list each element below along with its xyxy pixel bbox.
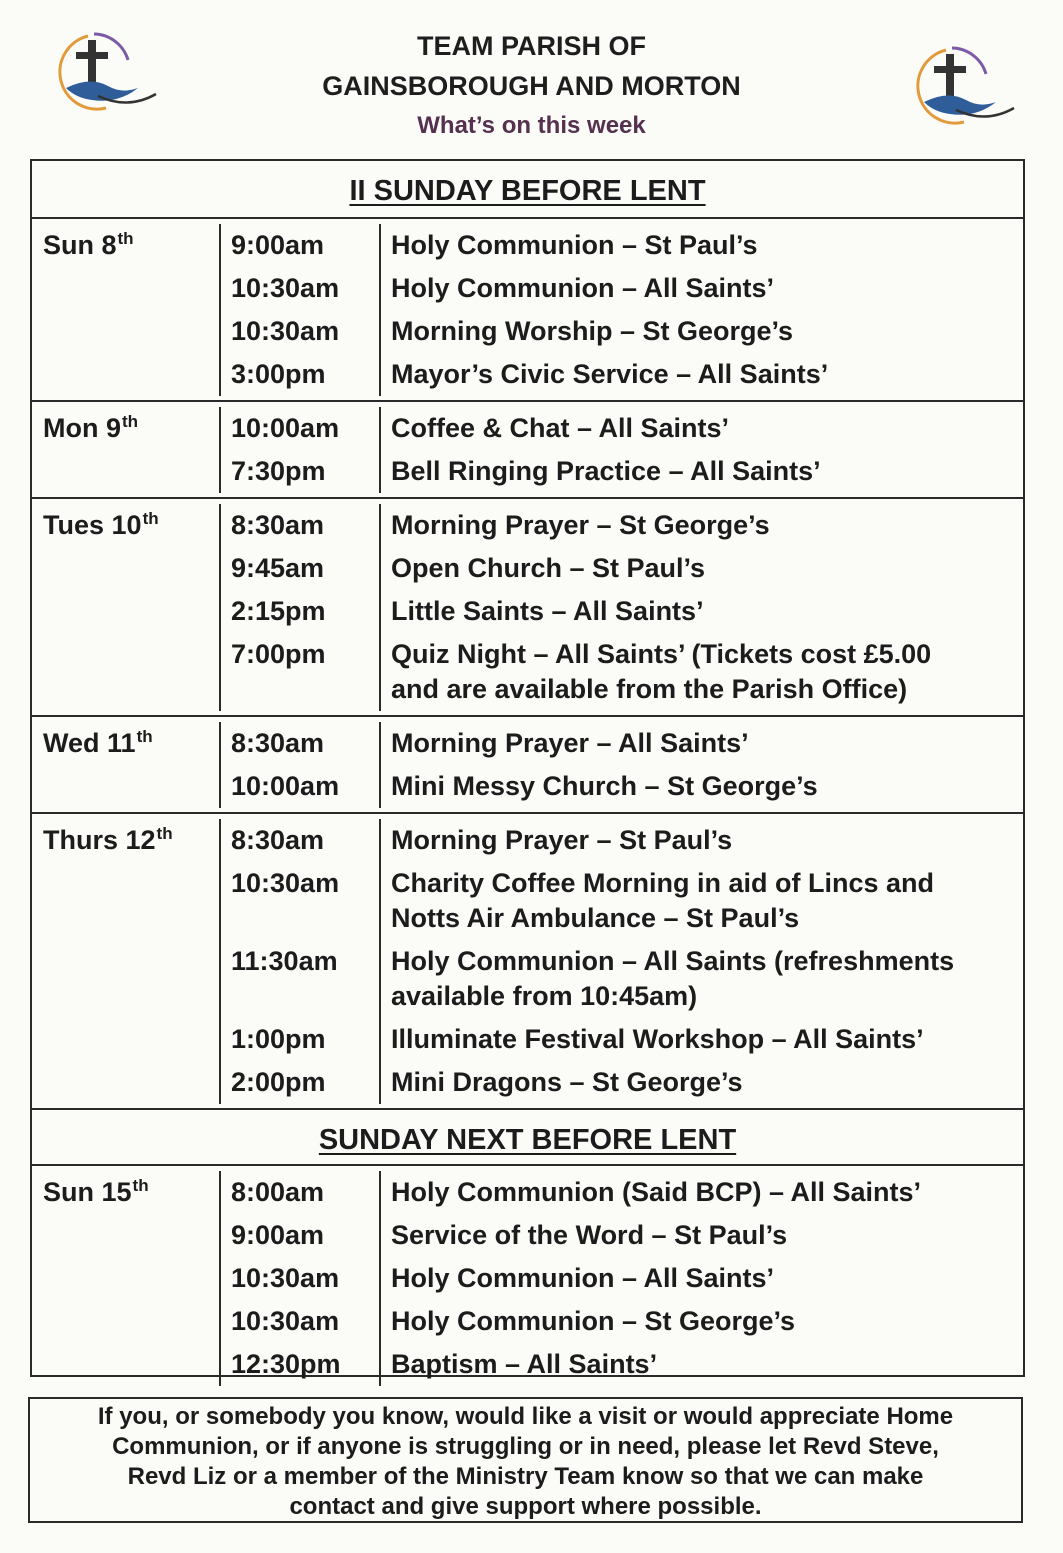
page-header (0, 26, 1063, 146)
event-cell-multiline: Quiz Night – All Saints’ (Tickets cost £5.00 and are available from the Parish Office) (391, 639, 932, 704)
time-cell: 9:00am (231, 230, 325, 260)
day-label: Sun 15th (43, 1176, 149, 1207)
event-cell: Holy Communion – St Paul’s (391, 230, 758, 260)
time-column (219, 224, 381, 396)
event-cell: Bell Ringing Practice – All Saints’ (391, 456, 821, 486)
notice-line: Revd Liz or a member of the Ministry Team know so that we can make (127, 1463, 924, 1490)
notice-line: Communion, or if anyone is struggling or in need, please let Revd Steve, (112, 1433, 939, 1460)
time-cell: 8:30am (231, 728, 325, 758)
header-title-line-1: TEAM PARISH OF (417, 31, 646, 61)
day-label: Mon 9th (43, 412, 139, 443)
notice-line: contact and give support where possible. (289, 1493, 762, 1520)
time-cell: 3:00pm (231, 359, 326, 389)
time-cell: 2:00pm (231, 1067, 326, 1097)
time-cell: 10:30am (231, 1263, 340, 1293)
event-cell: Morning Worship – St George’s (391, 316, 794, 346)
time-cell: 1:00pm (231, 1024, 326, 1054)
event-cell: Morning Prayer – All Saints’ (391, 728, 749, 758)
event-column (381, 504, 1023, 711)
time-column (219, 1171, 381, 1386)
time-column (219, 819, 381, 1104)
day-row-thurs-12 (32, 814, 1023, 1108)
time-cell: 7:00pm (231, 639, 326, 669)
event-cell: Holy Communion – All Saints’ (391, 273, 775, 303)
header-subtitle: What’s on this week (417, 112, 646, 139)
time-cell: 8:30am (231, 825, 325, 855)
event-cell-multiline: Charity Coffee Morning in aid of Lincs and Notts Air Ambulance – St Paul’s (391, 868, 935, 933)
time-column (219, 504, 381, 711)
event-cell: Service of the Word – St Paul’s (391, 1220, 788, 1250)
notice-line: If you, or somebody you know, would like a visit or would appreciate Home (97, 1403, 954, 1430)
time-column (219, 407, 381, 493)
day-label: Thurs 12th (43, 824, 173, 855)
time-cell: 10:30am (231, 273, 340, 303)
event-cell: Illuminate Festival Workshop – All Saints’ (391, 1024, 924, 1054)
event-cell: Morning Prayer – St Paul’s (391, 825, 733, 855)
day-row-sun-15 (32, 1166, 1023, 1390)
time-cell: 9:45am (231, 553, 325, 583)
event-column (381, 407, 1023, 493)
event-cell: Holy Communion – All Saints’ (391, 1263, 775, 1293)
day-row-sun-8 (32, 219, 1023, 402)
event-cell: Morning Prayer – St George’s (391, 510, 770, 540)
time-cell: 12:30pm (231, 1349, 341, 1379)
time-cell: 8:30am (231, 510, 325, 540)
time-cell: 8:00am (231, 1177, 325, 1207)
event-cell: Coffee & Chat – All Saints’ (391, 413, 730, 443)
event-cell: Baptism – All Saints’ (391, 1349, 658, 1379)
day-label: Tues 10th (43, 509, 159, 540)
week-1-heading: II SUNDAY BEFORE LENT (32, 161, 1023, 219)
event-cell: Little Saints – All Saints’ (391, 596, 704, 626)
event-cell: Holy Communion – St George’s (391, 1306, 796, 1336)
event-cell: Open Church – St Paul’s (391, 553, 706, 583)
time-cell: 10:30am (231, 1306, 340, 1336)
event-cell: Mini Messy Church – St George’s (391, 771, 818, 801)
event-cell: Mini Dragons – St George’s (391, 1067, 743, 1097)
event-column (381, 1171, 1023, 1386)
schedule-table (30, 159, 1025, 1377)
time-cell: 11:30am (231, 946, 338, 976)
time-cell: 10:30am (231, 316, 340, 346)
time-cell: 9:00am (231, 1220, 325, 1250)
time-cell: 10:00am (231, 771, 340, 801)
header-title-line-2: GAINSBOROUGH AND MORTON (322, 71, 741, 101)
day-label: Sun 8th (43, 229, 134, 260)
time-cell: 2:15pm (231, 596, 326, 626)
event-cell-multiline: Holy Communion – All Saints (refreshments available from 10:45am) (391, 946, 955, 1011)
day-row-tues-10 (32, 499, 1023, 717)
time-cell: 10:00am (231, 413, 340, 443)
time-column (219, 722, 381, 808)
week-2-heading: SUNDAY NEXT BEFORE LENT (32, 1108, 1023, 1166)
time-cell: 10:30am (231, 868, 340, 898)
day-label: Wed 11th (43, 727, 153, 758)
event-column (381, 819, 1023, 1104)
pastoral-care-notice (28, 1397, 1023, 1523)
event-cell: Holy Communion (Said BCP) – All Saints’ (391, 1177, 922, 1207)
event-column (381, 722, 1023, 808)
day-row-wed-11 (32, 717, 1023, 814)
event-column (381, 224, 1023, 396)
time-cell: 7:30pm (231, 456, 326, 486)
day-row-mon-9 (32, 402, 1023, 499)
event-cell: Mayor’s Civic Service – All Saints’ (391, 359, 829, 389)
